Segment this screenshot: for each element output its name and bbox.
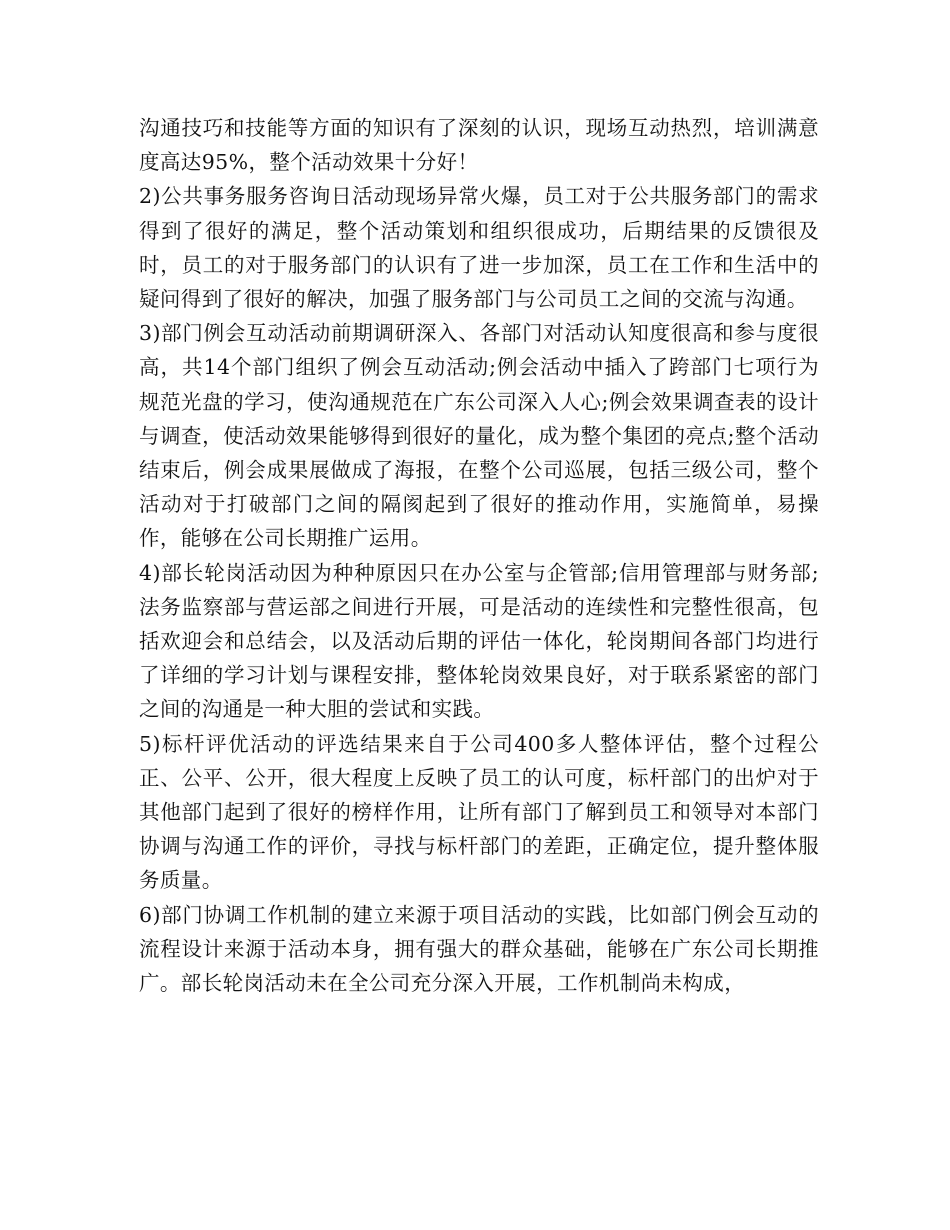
- document-body: [139, 111, 819, 1000]
- paragraph-item-3: 3)部门例会互动活动前期调研深入、各部门对活动认知度很高和参与度很高，共14个部门组织了例会互动活动;例会活动中插入了跨部门七项行为规范光盘的学习，使沟通规范在广东公司深入人心;例会效果调查表的设计与调查，使活动效果能够得到很好的量化，成为整个集团的亮点;整个活动结束后，例会成果展做成了海报，在整个公司巡展，包括三级公司，整个活动对于打破部门之间的隔阂起到了很好的推动作用，实施简单，易操作，能够在公司长期推广运用。: [139, 321, 819, 551]
- paragraph-item-4: 4)部长轮岗活动因为种种原因只在办公室与企管部;信用管理部与财务部;法务监察部与营运部之间进行开展，可是活动的连续性和完整性很高，包括欢迎会和总结会，以及活动后期的评估一体化，轮岗期间各部门均进行了详细的学习计划与课程安排，整体轮岗效果良好，对于联系紧密的部门之间的沟通是一种大胆的尝试和实践。: [139, 560, 819, 722]
- paragraph-item-5: 5)标杆评优活动的评选结果来自于公司400多人整体评估，整个过程公正、公平、公开，很大程度上反映了员工的认可度，标杆部门的出炉对于其他部门起到了很好的榜样作用，让所有部门了解到员工和领导对本部门协调与沟通工作的评价，寻找与标杆部门的差距，正确定位，提升整体服务质量。: [139, 731, 819, 893]
- paragraph-continuation: 沟通技巧和技能等方面的知识有了深刻的认识，现场互动热烈，培训满意度高达95%，整个活动效果十分好！: [139, 116, 819, 175]
- paragraph-item-2: 2)公共事务服务咨询日活动现场异常火爆，员工对于公共服务部门的需求得到了很好的满足，整个活动策划和组织很成功，后期结果的反馈很及时，员工的对于服务部门的认识有了进一步加深，员工在工作和生活中的疑问得到了很好的解决，加强了服务部门与公司员工之间的交流与沟通。: [139, 184, 819, 312]
- paragraph-item-6: 6)部门协调工作机制的建立来源于项目活动的实践，比如部门例会互动的流程设计来源于活动本身，拥有强大的群众基础，能够在广东公司长期推广。部长轮岗活动未在全公司充分深入开展，工作机制尚未构成，: [139, 902, 819, 996]
